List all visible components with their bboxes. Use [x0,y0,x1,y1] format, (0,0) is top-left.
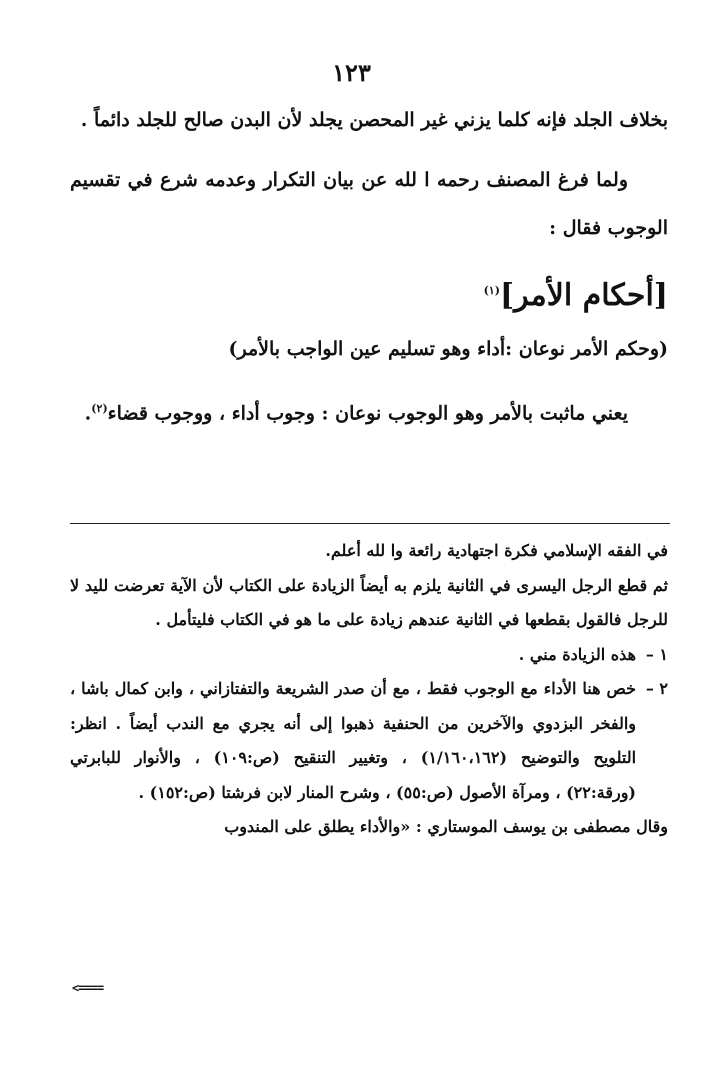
footnote-1-text: هذه الزيادة مني . [518,644,636,664]
matn-quote: (وحكم الأمر نوعان :أداء وهو تسليم عين الواجب بالأمر) [228,338,668,360]
footnote-ref-2: (٢) [91,402,108,415]
paragraph-1: بخلاف الجلد فإنه كلما يزني غير المحصن يجلد لأن البدن صالح للجلد دائماً . [80,109,668,131]
footnotes-section [70,534,668,845]
footnote-1 [70,638,668,673]
continued-arrow: <==== [72,981,104,995]
footnote-carry-line-1: في الفقه الإسلامي فكرة اجتهادية رائعة وا لله أعلم. [325,541,668,560]
paragraph-2: ولما فرغ المصنف رحمه ا لله عن بيان التكرار وعدمه شرع في تقسيم الوجوب فقال : [70,169,668,239]
page-number: ١٢٣ [332,58,371,87]
footnote-divider [70,523,670,524]
footnote-ref-1: (١) [483,284,500,297]
main-text [70,96,668,437]
paragraph-3 [70,385,668,437]
footnote-2-text: خص هنا الأداء مع الوجوب فقط ، مع أن صدر الشريعة والتفتازاني ، وابن كمال باشا ، والفخر البزدوي والآخرين من الحنفية ذهبوا إلى أنه يجري مع الندب أيضاً . انظر: التلويح والتوضيح (١/١٦٠،١٦٢) ، وتغيير التنقيح (ص:١٠٩) ، والأنوار للبابرتي (ورقة:٢٢) ، ومرآة الأصول (ص:٥٥) ، وشرح المنار لابن فرشتا (ص:١٥٢) . [70,679,637,802]
section-heading [70,266,668,321]
footnote-2-number: ٢ – [645,679,668,698]
footnote-1-number: ١ – [645,644,668,664]
paragraph-3-end: . [84,402,92,425]
section-heading-text: [أحكام الأمر] [499,278,668,313]
paragraph-3-text: يعني ماثبت بالأمر وهو الوجوب نوعان : وجوب أداء ، ووجوب قضاء [107,402,628,425]
footnote-carry-line-2: ثم قطع الرجل اليسرى في الثانية يلزم به أيضاً الزيادة على الكتاب لأن الآية تعرضت لليد لا للرجل فالقول بقطعها في الثانية عندهم زيادة على ما هو في الكتاب فليتأمل . [70,575,668,629]
footnote-2-continuation: وقال مصطفى بن يوسف الموستاري : «والأداء يطلق على المندوب [224,817,668,836]
footnote-2 [70,672,668,810]
